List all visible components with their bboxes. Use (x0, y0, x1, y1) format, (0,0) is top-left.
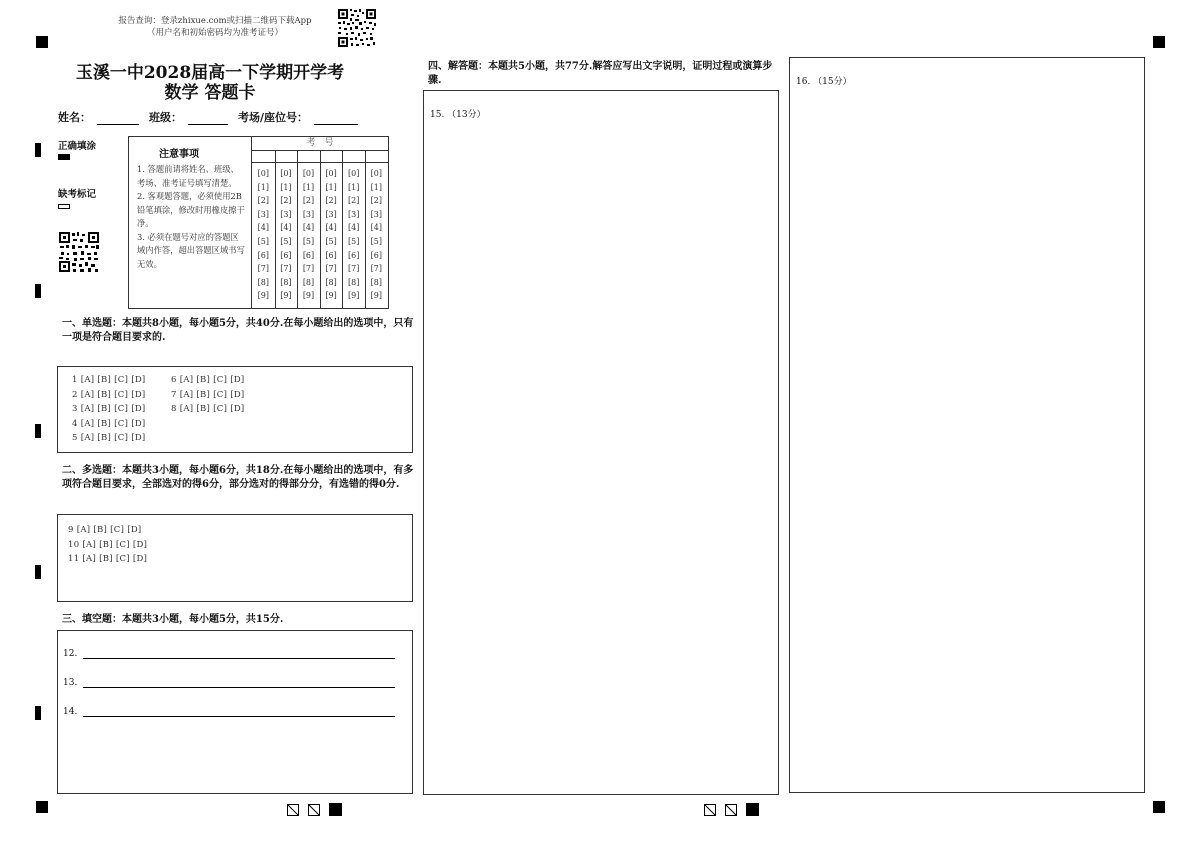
page-mark-filled (746, 803, 759, 816)
student-info-fields (58, 109, 418, 125)
section2-answer-box (57, 514, 413, 602)
notes-body (137, 163, 245, 271)
timing-mark (35, 284, 41, 298)
exam-number-digit-bubble[interactable]: [3] (257, 209, 269, 219)
qr-code-top (337, 8, 377, 48)
notes-title: 注意事项 (159, 149, 199, 160)
exam-number-digit-bubble[interactable]: [4] (348, 223, 360, 233)
exam-number-digit-bubble[interactable]: [6] (325, 250, 337, 260)
correct-fill-label: 正确填涂 (58, 141, 97, 152)
timing-mark (35, 424, 41, 438)
section1-col-left (72, 373, 146, 446)
choice-row-7[interactable]: 7 [A] [B] [C] [D] (171, 389, 245, 400)
exam-number-column (342, 167, 365, 303)
exam-number-digit-bubble[interactable]: [0] (257, 169, 269, 178)
exam-number-digit-bubble[interactable]: [4] (257, 223, 269, 233)
exam-number-digit-bubble[interactable]: [7] (348, 264, 360, 274)
exam-number-digit-bubble[interactable]: [2] (370, 196, 382, 206)
absent-mark-label: 缺考标记 (58, 189, 97, 200)
section3-heading: 三、填空题：本题共3小题，每小题5分，共15分. (62, 614, 284, 625)
section1-heading: 一、单选题：本题共8小题，每小题5分，共40分.在每小题给出的选项中，只有一项是符合题目要求的. (62, 318, 414, 343)
exam-number-digit-bubble[interactable]: [8] (257, 277, 269, 287)
exam-number-digit-bubble[interactable]: [3] (325, 209, 337, 219)
exam-number-column (275, 167, 298, 303)
answer-sheet-subtitle: 数学 答题卡 (164, 83, 256, 103)
exam-number-digit-bubble[interactable]: [6] (257, 250, 269, 260)
note-item-2: 2. 客观题答题，必须使用2B铅笔填涂，修改时用橡皮擦干净。 (137, 191, 245, 228)
note-item-3: 3. 必须在题号对应的答题区域内作答，超出答题区域书写无效。 (137, 231, 245, 269)
exam-number-digit-bubble[interactable]: [4] (370, 223, 382, 233)
page-mark-x (725, 804, 737, 816)
exam-number-digit-bubble[interactable]: [3] (348, 209, 360, 219)
exam-number-digit-bubble[interactable]: [7] (325, 264, 337, 274)
page-mark-x (287, 804, 299, 816)
exam-number-digit-bubble[interactable]: [6] (348, 250, 360, 260)
exam-number-digit-bubble[interactable]: [5] (370, 236, 382, 246)
section2-heading: 二、多选题：本题共3小题，每小题6分，共18分.在每小题给出的选项中，有多项符合题目要求，全部选对的得6分，部分选对的得部分分，有选错的得0分. (62, 465, 414, 490)
choice-row-6[interactable]: 6 [A] [B] [C] [D] (171, 375, 245, 385)
exam-number-digit-bubble[interactable]: [4] (325, 223, 337, 233)
exam-number-digit-bubble[interactable]: [8] (325, 277, 337, 287)
section3-answer-box (57, 630, 413, 794)
section2-col (68, 523, 147, 567)
registration-mark-bottom-left (36, 801, 48, 813)
page-mark-filled (329, 803, 342, 816)
name-field[interactable] (97, 123, 139, 125)
choice-row-8[interactable]: 8 [A] [B] [C] [D] (171, 404, 245, 414)
section4-heading: 四、解答题：本题共5小题，共77分.解答应写出文字说明，证明过程或演算步骤. (428, 61, 773, 86)
q13-label: 13. (63, 678, 78, 688)
exam-number-digit-bubble[interactable]: [9] (325, 291, 337, 301)
exam-number-digit-bubble[interactable]: [0] (280, 169, 292, 178)
seat-field[interactable] (314, 123, 358, 125)
report-query-line1: 报告查询：登录zhixue.com或扫描二维码下载App (118, 16, 312, 26)
notes-panel (129, 137, 252, 308)
exam-number-digit-bubble[interactable]: [1] (280, 182, 292, 192)
registration-mark-top-right (1153, 36, 1165, 48)
timing-mark (35, 565, 41, 579)
exam-number-digit-bubble[interactable]: [1] (257, 182, 269, 192)
q12-line (83, 658, 395, 659)
exam-number-digit-bubble[interactable]: [6] (302, 250, 315, 260)
q14-label: 14. (63, 707, 78, 717)
timing-mark (35, 143, 41, 157)
qr-code-left (58, 231, 100, 273)
exam-number-header: 考 号 (252, 137, 388, 151)
exam-number-digit-bubble[interactable]: [8] (280, 277, 292, 287)
choice-row-3[interactable]: 3 [A] [B] [C] [D] (72, 404, 146, 414)
exam-number-digit-bubble[interactable]: [9] (257, 291, 269, 301)
exam-number-digit-bubble[interactable]: [2] (257, 196, 269, 206)
timing-mark (35, 706, 41, 720)
exam-number-digit-bubble[interactable]: [7] (257, 264, 269, 274)
registration-mark-top-left (36, 36, 48, 48)
fill-blank-13[interactable] (63, 678, 395, 688)
section1-col-right (171, 373, 245, 417)
q16-label: 16. （15分） (796, 77, 852, 87)
exam-number-column (365, 167, 388, 303)
q16-answer-box[interactable] (789, 57, 1145, 793)
exam-number-digit-bubble[interactable]: [9] (348, 291, 360, 301)
exam-number-digit-bubble[interactable]: [8] (370, 277, 382, 287)
name-label: 姓名： (58, 111, 91, 124)
report-query-note (100, 15, 330, 39)
q13-line (83, 687, 395, 688)
exam-number-digit-bubble[interactable]: [1] (325, 182, 337, 192)
choice-row-5[interactable]: 5 [A] [B] [C] [D] (72, 433, 146, 443)
q14-line (83, 716, 395, 717)
note-item-1: 1. 答题前请将姓名、班级、考场、准考证号填写清楚。 (137, 164, 239, 188)
fill-blank-14[interactable] (63, 707, 395, 717)
exam-number-digit-bubble[interactable]: [5] (280, 236, 292, 246)
exam-number-column (252, 167, 275, 303)
section1-answer-box (57, 366, 413, 453)
exam-number-digit-bubble[interactable]: [2] (302, 196, 315, 206)
exam-number-digit-bubble[interactable]: [4] (302, 223, 315, 233)
exam-number-digit-bubble[interactable]: [7] (370, 264, 382, 274)
choice-row-1[interactable]: 1 [A] [B] [C] [D] (72, 375, 146, 385)
choice-row-2[interactable]: 2 [A] [B] [C] [D] (72, 389, 146, 400)
registration-mark-bottom-right (1153, 801, 1165, 813)
exam-number-digit-bubble[interactable]: [1] (302, 182, 315, 192)
class-field[interactable] (188, 123, 228, 125)
exam-number-column (320, 167, 343, 303)
exam-number-grid (252, 137, 388, 308)
exam-number-digit-bubble[interactable]: [0] (325, 169, 337, 178)
exam-number-digit-bubble[interactable]: [6] (370, 250, 382, 260)
absent-mark-box[interactable] (58, 204, 70, 209)
page-mark-x (308, 804, 320, 816)
exam-number-digit-bubble[interactable]: [2] (280, 196, 292, 206)
exam-number-digit-bubble[interactable]: [0] (348, 169, 360, 178)
exam-number-digit-bubble[interactable]: [7] (280, 264, 292, 274)
page-mark-x (704, 804, 716, 816)
class-label: 班级： (149, 111, 182, 124)
choice-row-9[interactable]: 9 [A] [B] [C] [D] (68, 525, 142, 535)
choice-row-4[interactable]: 4 [A] [B] [C] [D] (72, 418, 146, 429)
fill-blank-12[interactable] (63, 649, 395, 659)
q12-label: 12. (63, 649, 78, 659)
choice-row-10[interactable]: 10 [A] [B] [C] [D] (68, 539, 148, 550)
exam-number-column (297, 167, 320, 303)
exam-number-digit-bubble[interactable]: [9] (280, 291, 292, 301)
q15-label: 15. （13分） (430, 110, 486, 120)
exam-number-digit-bubble[interactable]: [3] (302, 209, 315, 219)
exam-number-digit-bubble[interactable]: [5] (325, 236, 337, 246)
exam-number-digit-bubble[interactable]: [7] (302, 264, 315, 274)
exam-number-digit-bubble[interactable]: [8] (348, 277, 360, 287)
exam-number-digit-bubble[interactable]: [5] (302, 236, 315, 246)
exam-number-digit-bubble[interactable]: [4] (280, 223, 292, 233)
exam-title: 玉溪一中2028届高一下学期开学考 (75, 63, 345, 83)
exam-number-digit-bubble[interactable]: [1] (348, 182, 360, 192)
q15-answer-box[interactable] (423, 90, 779, 795)
exam-number-digit-bubble[interactable]: [3] (280, 209, 292, 219)
exam-number-digit-bubble[interactable]: [0] (302, 169, 315, 178)
exam-number-digit-bubble[interactable]: [6] (280, 250, 292, 260)
exam-number-digit-bubble[interactable]: [8] (302, 277, 315, 287)
exam-number-digit-bubble[interactable]: [2] (348, 196, 360, 206)
notes-and-exam-number-box (128, 136, 389, 309)
choice-row-11[interactable]: 11 [A] [B] [C] [D] (68, 554, 148, 564)
seat-label: 考场/座位号： (238, 111, 309, 124)
exam-number-digit-bubble[interactable]: [9] (370, 291, 382, 301)
report-query-line2: （用户名和初始密码均为准考证号） (146, 28, 283, 38)
exam-number-digit-bubble[interactable]: [3] (370, 209, 382, 219)
exam-number-digit-bubble[interactable]: [0] (370, 169, 382, 178)
exam-number-digit-bubble[interactable]: [5] (348, 236, 360, 246)
exam-number-digit-bubble[interactable]: [9] (302, 291, 315, 301)
exam-number-digit-bubble[interactable]: [2] (325, 196, 337, 206)
exam-number-digit-bubble[interactable]: [1] (370, 182, 382, 192)
correct-fill-example (58, 154, 70, 160)
exam-number-digit-bubble[interactable]: [5] (257, 236, 269, 246)
